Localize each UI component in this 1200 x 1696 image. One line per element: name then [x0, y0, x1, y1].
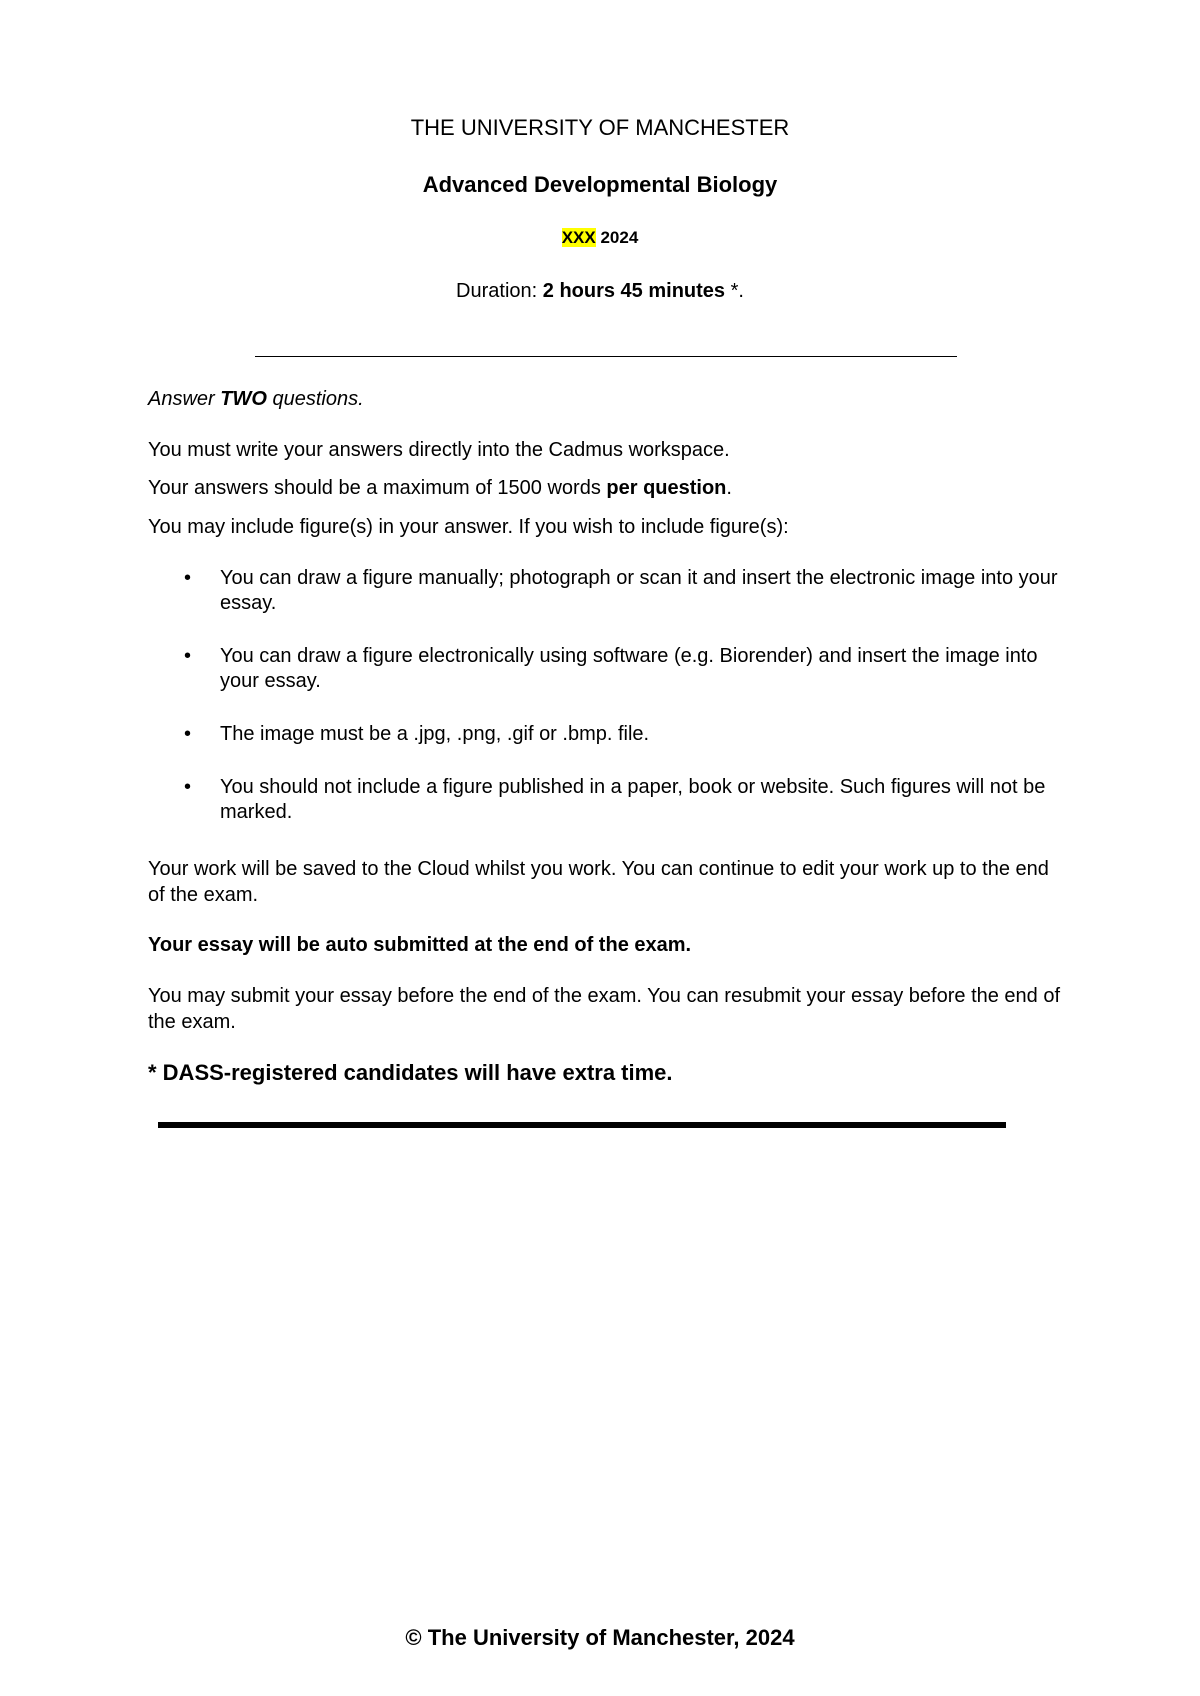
- bullet-icon: •: [184, 567, 192, 589]
- resubmit-text: You may submit your essay before the end of the exam. You can resubmit your essay before the end of the exam.: [148, 985, 1061, 1033]
- word-limit-prefix: Your answers should be a maximum of 1500 words: [148, 477, 607, 499]
- list-item: [148, 775, 1068, 825]
- answer-prefix: Answer: [148, 388, 221, 410]
- list-item: [148, 644, 1068, 694]
- write-answers-text: You must write your answers directly into the Cadmus workspace.: [148, 439, 730, 461]
- duration-label: Duration:: [456, 280, 543, 302]
- date-year: 2024: [595, 228, 639, 247]
- header-divider: [255, 356, 957, 357]
- list-item-text: The image must be a .jpg, .png, .gif or .bmp. file.: [220, 723, 650, 745]
- answer-suffix: questions.: [266, 388, 364, 410]
- bullet-icon: •: [184, 723, 192, 745]
- cloud-save-text: Your work will be saved to the Cloud whilst you work. You can continue to edit your work up to the end of the exam.: [148, 858, 1049, 906]
- date-placeholder-highlight: XXX: [561, 228, 596, 247]
- duration-suffix: *.: [725, 280, 744, 302]
- duration-value: 2 hours 45 minutes: [542, 280, 726, 302]
- list-item: [148, 722, 1068, 747]
- copyright-footer: © The University of Manchester, 2024: [405, 1625, 795, 1650]
- word-limit-suffix: .: [726, 477, 732, 499]
- answer-count: TWO: [220, 388, 267, 410]
- section-divider-thick: [158, 1122, 1006, 1128]
- figures-intro-text: You may include figure(s) in your answer. If you wish to include figure(s):: [148, 516, 789, 538]
- figure-rules-list: [148, 566, 1068, 853]
- course-title: Advanced Developmental Biology: [422, 172, 778, 197]
- word-limit-text: [148, 475, 1068, 501]
- list-item: [148, 566, 1068, 616]
- answer-instruction: [148, 386, 1068, 412]
- list-item-text: You can draw a figure electronically using software (e.g. Biorender) and insert the image into your essay.: [220, 645, 1038, 692]
- bullet-icon: •: [184, 645, 192, 667]
- dass-note: * DASS-registered candidates will have extra time.: [148, 1060, 673, 1085]
- exam-duration: [0, 280, 1200, 303]
- list-item-text: You should not include a figure published in a paper, book or website. Such figures will not be marked.: [220, 776, 1046, 823]
- word-limit-bold: per question: [606, 477, 727, 499]
- university-name: THE UNIVERSITY OF MANCHESTER: [410, 115, 790, 140]
- bullet-icon: •: [184, 776, 192, 798]
- exam-date: [0, 228, 1200, 248]
- auto-submit-text: Your essay will be auto submitted at the end of the exam.: [148, 934, 692, 956]
- list-item-text: You can draw a figure manually; photograph or scan it and insert the electronic image into your essay.: [220, 567, 1058, 614]
